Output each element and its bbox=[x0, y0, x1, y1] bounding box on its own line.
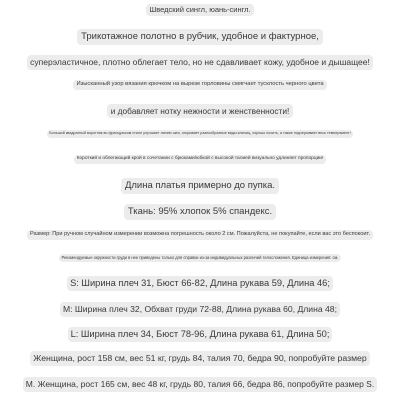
line-size-note bbox=[0, 230, 400, 240]
text-tenderness: и добавляет нотку нежности и женственности! bbox=[107, 104, 294, 118]
text-elastic: суперэластичное, плотно облегает тело, но не сдавливает кожу, удобное и дышащее! bbox=[27, 55, 373, 70]
line-size-s bbox=[0, 276, 400, 291]
line-style bbox=[0, 4, 400, 16]
line-size-m bbox=[0, 302, 400, 317]
text-size-m: M: Ширина плеч 32, Обхват груди 72-88, Длина рукава 60, Длина 48; bbox=[60, 302, 340, 317]
line-cut bbox=[0, 155, 400, 164]
line-length bbox=[0, 178, 400, 194]
line-size-l bbox=[0, 327, 400, 342]
line-model-1 bbox=[0, 351, 400, 366]
text-fabric: Трикотажное полотно в рубчик, удобное и фактурное, bbox=[77, 29, 323, 45]
line-model-2 bbox=[0, 377, 400, 392]
text-size-l: L: Ширина плеч 34, Бюст 78-96, Длина рукава 61, Длина 50; bbox=[68, 327, 333, 342]
line-chest-note bbox=[0, 254, 400, 262]
text-model-1: Женщина, рост 158 см, вес 51 кг, грудь 84, талия 70, бедра 90, попробуйте размер bbox=[30, 351, 369, 366]
line-material bbox=[0, 204, 400, 220]
text-cut: Короткий и облегающий крой в сочетании с брюками/юбкой с высокой талией визуально удлиняет пропорции! bbox=[74, 155, 327, 164]
text-material: Ткань: 95% хлопок 5% спандекс. bbox=[124, 204, 276, 220]
line-elastic bbox=[0, 55, 400, 70]
line-tenderness bbox=[0, 104, 400, 118]
text-collar: Большой квадратный воротник во французском стиле улучшает линию шеи, открывает разнообразные виды ключиц, хорошо носить, а также подчеркивает весь темперамент! bbox=[47, 130, 352, 138]
text-length: Длина платья примерно до пупка. bbox=[121, 178, 279, 194]
text-chest-note: Рекомендуемые окружности груди в нее приведены только для справки из-за индивидуальных различий телосложения. Единица измерения: см. bbox=[59, 254, 340, 262]
line-collar bbox=[0, 130, 400, 138]
text-size-s: S: Ширина плеч 31, Бюст 66-82, Длина рукава 59, Длина 46; bbox=[67, 276, 333, 291]
text-model-2: M. Женщина, рост 165 см, вес 48 кг, грудь 80, талия 66, бедра 86, попробуйте размер S. bbox=[23, 377, 377, 392]
text-style: Шведский сингл, юань-сингл. bbox=[146, 4, 253, 16]
text-crochet: Изысканный узор вязания крючком на вырезе горловины смягчает тусклость черного цвета bbox=[73, 80, 326, 90]
line-fabric bbox=[0, 29, 400, 45]
text-size-note: Размер: При ручном случайном измерении возможна погрешность около 2 см. Пожалуйста, не покупайте, если вас это беспокоит. bbox=[27, 230, 373, 240]
line-crochet bbox=[0, 80, 400, 90]
